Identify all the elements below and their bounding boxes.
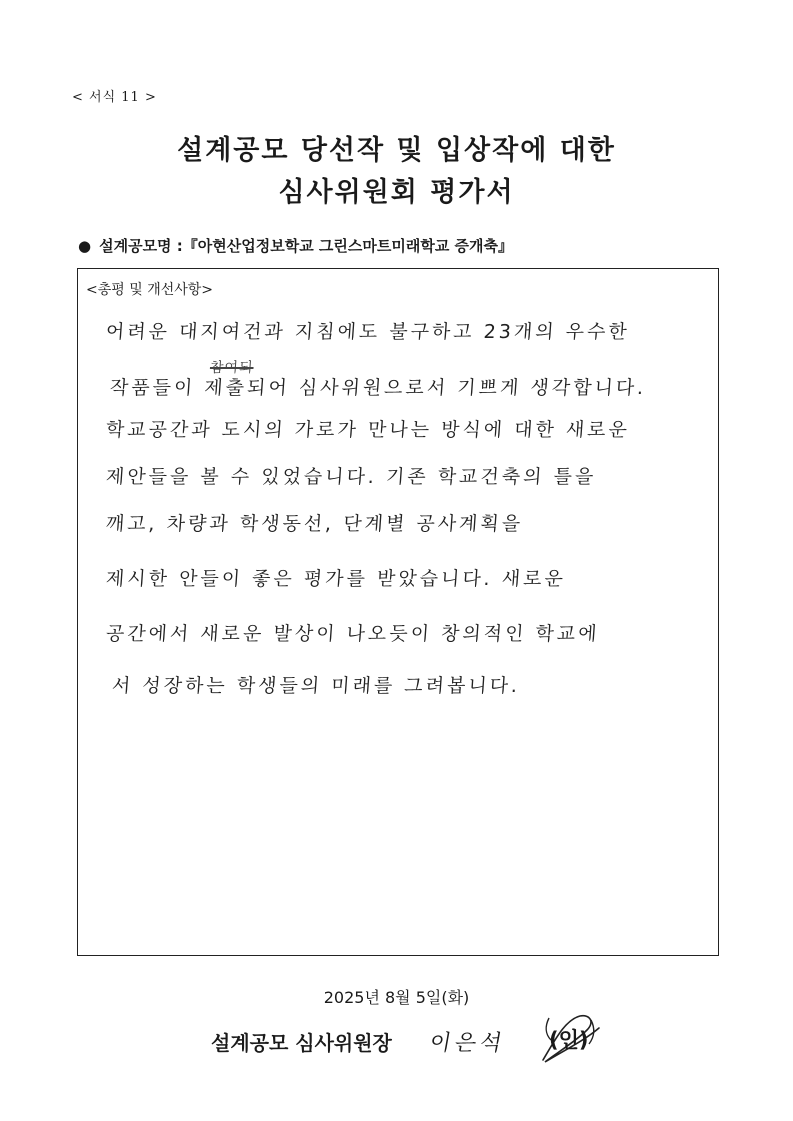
review-line-4: 제안들을 볼 수 있었습니다. 기존 학교건축의 틀을 [105,466,598,488]
seal-mark: (인) [549,1028,589,1052]
review-box [77,268,719,956]
struck-out-word: 참여되 [209,360,255,376]
chair-signature-name: 이은석 [427,1031,508,1056]
review-line-6: 제시한 안들이 좋은 평가를 받았습니다. 새로운 [105,568,567,590]
review-line-8: 서 성장하는 학생들의 미래를 그려봅니다. [111,675,521,697]
chair-title: 설계공모 심사위원장 [211,1031,392,1055]
bullet-icon: ● [78,237,92,255]
review-line-2: 작품들이 제출되어 심사위원으로서 기쁘게 생각합니다. [109,377,648,399]
review-line-7: 공간에서 새로운 발상이 나오듯이 창의적인 학교에 [105,623,601,645]
project-label: 설계공모명 : [99,237,183,255]
review-line-1: 어려운 대지여건과 지침에도 불구하고 23개의 우수한 [105,321,631,343]
review-line-5: 깨고, 차량과 학생동선, 단계별 공사계획을 [105,513,524,535]
project-name: 『아현산업정보학교 그린스마트미래학교 증개축』 [182,237,514,255]
review-line-3: 학교공간과 도시의 가로가 만나는 방식에 대한 새로운 [105,419,631,441]
project-name-row [78,235,513,256]
evaluation-date: 2025년 8월 5일(화) [323,988,470,1007]
form-number: < 서식 11 > [72,90,157,105]
document-title-line-2: 심사위원회 평가서 [278,177,515,208]
document-title-line-1: 설계공모 당선작 및 입상작에 대한 [177,135,616,166]
review-section-label: <총평 및 개선사항> [86,282,214,298]
